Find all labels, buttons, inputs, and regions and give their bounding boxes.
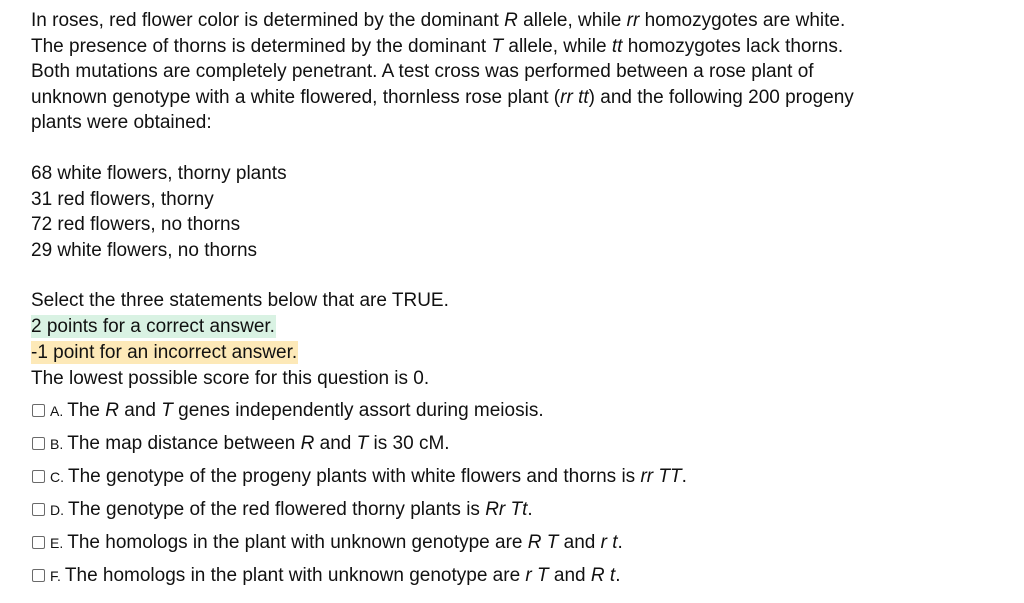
intro-line: unknown genotype with a white flowered, thornless rose plant (rr tt) and the following 200 progeny	[31, 86, 854, 108]
instruction-text: Select the three statements below that are TRUE.	[31, 290, 449, 312]
lowest-score-note: The lowest possible score for this question is 0.	[31, 368, 430, 390]
option-text: The homologs in the plant with unknown genotype are R T and r t.	[67, 531, 623, 553]
progeny-item: 29 white flowers, no thorns	[31, 239, 258, 261]
option-letter: B.	[50, 435, 64, 452]
option-text: The map distance between R and T is 30 cM.	[67, 432, 450, 454]
intro-line: Both mutations are completely penetrant. A test cross was performed between a rose plant of	[31, 61, 814, 83]
option-letter: D.	[50, 501, 64, 518]
intro-line: plants were obtained:	[31, 112, 212, 134]
option-letter: E.	[50, 534, 64, 551]
progeny-item: 72 red flowers, no thorns	[31, 214, 241, 236]
checkbox-d[interactable]	[32, 503, 45, 516]
progeny-item: 68 white flowers, thorny plants	[31, 162, 287, 184]
checkbox-a[interactable]	[32, 404, 45, 417]
option-f[interactable]	[31, 559, 1011, 592]
answer-options	[31, 394, 1011, 592]
option-b[interactable]	[31, 427, 1011, 460]
checkbox-c[interactable]	[32, 470, 45, 483]
option-text: The R and T genes independently assort during meiosis.	[67, 399, 544, 421]
progeny-item: 31 red flowers, thorny	[31, 188, 214, 210]
option-c[interactable]	[31, 460, 1011, 493]
option-text: The genotype of the red flowered thorny plants is Rr Tt.	[68, 498, 533, 520]
option-d[interactable]	[31, 493, 1011, 526]
checkbox-f[interactable]	[32, 569, 45, 582]
question-container	[31, 8, 1011, 592]
scoring-incorrect-note: -1 point for an incorrect answer.	[31, 342, 298, 364]
scoring-correct-note: 2 points for a correct answer.	[31, 316, 275, 338]
option-e[interactable]	[31, 526, 1011, 559]
option-text: The homologs in the plant with unknown genotype are r T and R t.	[64, 564, 621, 586]
progeny-list	[31, 161, 1011, 263]
checkbox-b[interactable]	[32, 437, 45, 450]
option-letter: A.	[50, 402, 64, 419]
option-letter: C.	[50, 468, 64, 485]
intro-line: In roses, red flower color is determined by the dominant R allele, while rr homozygotes are white.	[31, 10, 846, 31]
intro-line: The presence of thorns is determined by the dominant T allele, while tt homozygotes lack thorns.	[31, 35, 844, 57]
checkbox-e[interactable]	[32, 536, 45, 549]
question-intro	[31, 8, 1011, 136]
option-letter: F.	[50, 567, 61, 584]
option-a[interactable]	[31, 394, 1011, 427]
option-text: The genotype of the progeny plants with white flowers and thorns is rr TT.	[68, 465, 687, 487]
